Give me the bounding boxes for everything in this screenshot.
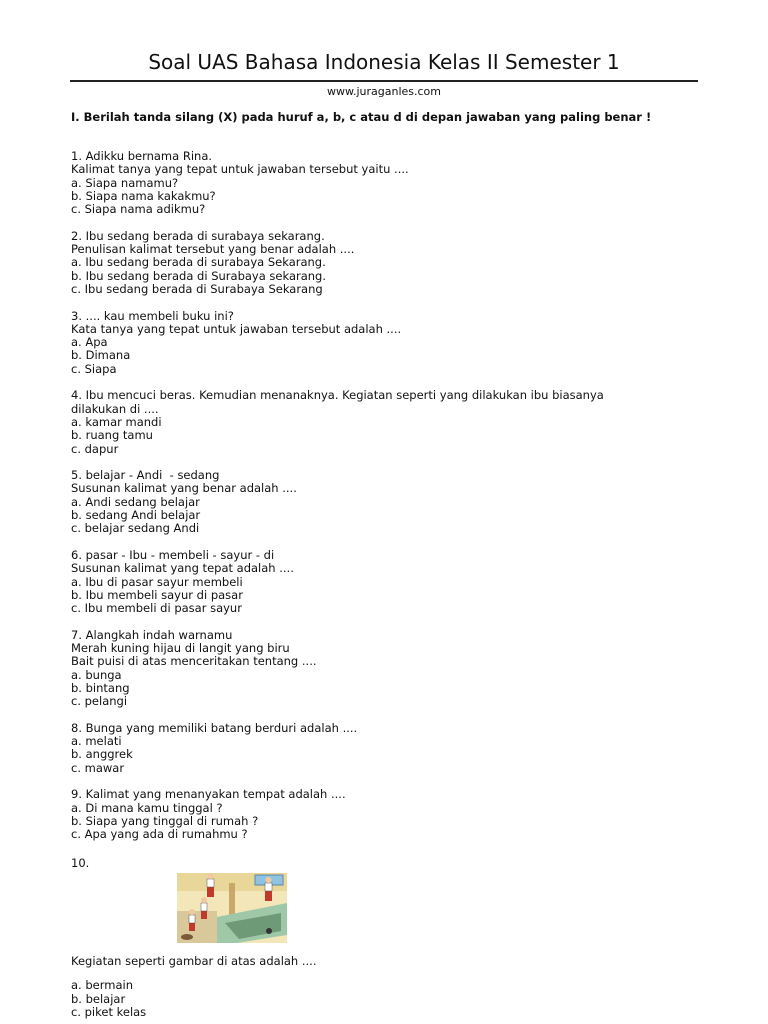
question-3 [71, 310, 711, 376]
answer-option: a. melati [71, 734, 122, 749]
question-text: Merah kuning hijau di langit yang biru [71, 640, 290, 655]
answer-option: c. pelangi [71, 694, 128, 709]
answer-option: b. belajar [71, 991, 126, 1006]
answer-option: a. Ibu sedang berada di surabaya Sekarang. [71, 255, 326, 270]
question-text: dilakukan di .... [71, 401, 159, 416]
website-url: www.juraganles.com [326, 85, 441, 98]
title-divider [70, 80, 698, 82]
question-2 [71, 230, 711, 296]
answer-option: b. Ibu sedang berada di Surabaya sekarang. [71, 268, 327, 283]
answer-option: c. Ibu sedang berada di Surabaya Sekarang [71, 281, 323, 296]
answer-option: c. mawar [71, 760, 125, 775]
answer-option: c. piket kelas [71, 1004, 147, 1019]
question-text: Kalimat tanya yang tepat untuk jawaban tersebut yaitu .... [71, 162, 409, 177]
answer-option: b. Ibu membeli sayur di pasar [71, 587, 243, 602]
page-title: Soal UAS Bahasa Indonesia Kelas II Semester 1 [148, 50, 620, 74]
answer-option: b. ruang tamu [71, 428, 153, 443]
question-6 [71, 549, 711, 615]
question-text: 9. Kalimat yang menanyakan tempat adalah .... [71, 787, 346, 802]
answer-option: b. anggrek [71, 747, 133, 762]
question-text: 7. Alangkah indah warnamu [71, 627, 233, 642]
answer-option: c. dapur [71, 441, 119, 456]
answer-option: b. Siapa yang tinggal di rumah ? [71, 813, 259, 828]
question-text: Bait puisi di atas menceritakan tentang .... [71, 654, 317, 669]
question-9 [71, 788, 711, 841]
answer-option: b. bintang [71, 680, 130, 695]
answer-option: c. Apa yang ada di rumahmu ? [71, 827, 248, 842]
answer-option: a. bermain [71, 978, 133, 993]
answer-option: c. Ibu membeli di pasar sayur [71, 601, 242, 616]
answer-option: a. kamar mandi [71, 414, 162, 429]
question-text: Susunan kalimat yang tepat adalah .... [71, 561, 294, 576]
question-text: Kata tanya yang tepat untuk jawaban tersebut adalah .... [71, 321, 402, 336]
answer-option: a. bunga [71, 667, 122, 682]
answer-option: a. Siapa namamu? [71, 175, 179, 190]
question-text: 2. Ibu sedang berada di surabaya sekarang. [71, 228, 325, 243]
question-10 [71, 857, 711, 1019]
question-text: Susunan kalimat yang benar adalah .... [71, 481, 297, 496]
question-7 [71, 629, 711, 709]
question-text: 5. belajar - Andi - sedang [71, 468, 220, 483]
answer-option: c. Siapa nama adikmu? [71, 202, 206, 217]
question-5 [71, 469, 711, 535]
question-text: 1. Adikku bernama Rina. [71, 149, 213, 163]
question-text: 3. .... kau membeli buku ini? [71, 308, 234, 323]
answer-option: a. Di mana kamu tinggal ? [71, 800, 223, 815]
answer-option: b. sedang Andi belajar [71, 508, 201, 523]
answer-option: a. Apa [71, 335, 108, 350]
instruction-text: I. Berilah tanda silang (X) pada huruf a, b, c atau d di depan jawaban yang paling benar ! [71, 110, 652, 124]
question-text: 8. Bunga yang memiliki batang berduri adalah .... [71, 720, 358, 735]
answer-option: a. Andi sedang belajar [71, 494, 200, 509]
question-4 [71, 389, 711, 455]
question-text: Penulisan kalimat tersebut yang benar adalah .... [71, 242, 355, 257]
answer-option: c. belajar sedang Andi [71, 521, 200, 536]
question-8 [71, 722, 711, 775]
question-text: Kegiatan seperti gambar di atas adalah .... [71, 953, 317, 968]
question-text: 6. pasar - Ibu - membeli - sayur - di [71, 547, 275, 562]
question-text: 4. Ibu mencuci beras. Kemudian menanaknya. Kegiatan seperti yang dilakukan ibu biasanya [71, 388, 604, 403]
answer-option: c. Siapa [71, 361, 117, 376]
answer-option: a. Ibu di pasar sayur membeli [71, 574, 243, 589]
answer-option: b. Dimana [71, 348, 131, 363]
question-number: 10. [71, 856, 90, 870]
class-cleaning-illustration [177, 873, 287, 943]
question-list [71, 150, 711, 841]
answer-option: b. Siapa nama kakakmu? [71, 188, 216, 203]
question-1 [71, 150, 711, 216]
